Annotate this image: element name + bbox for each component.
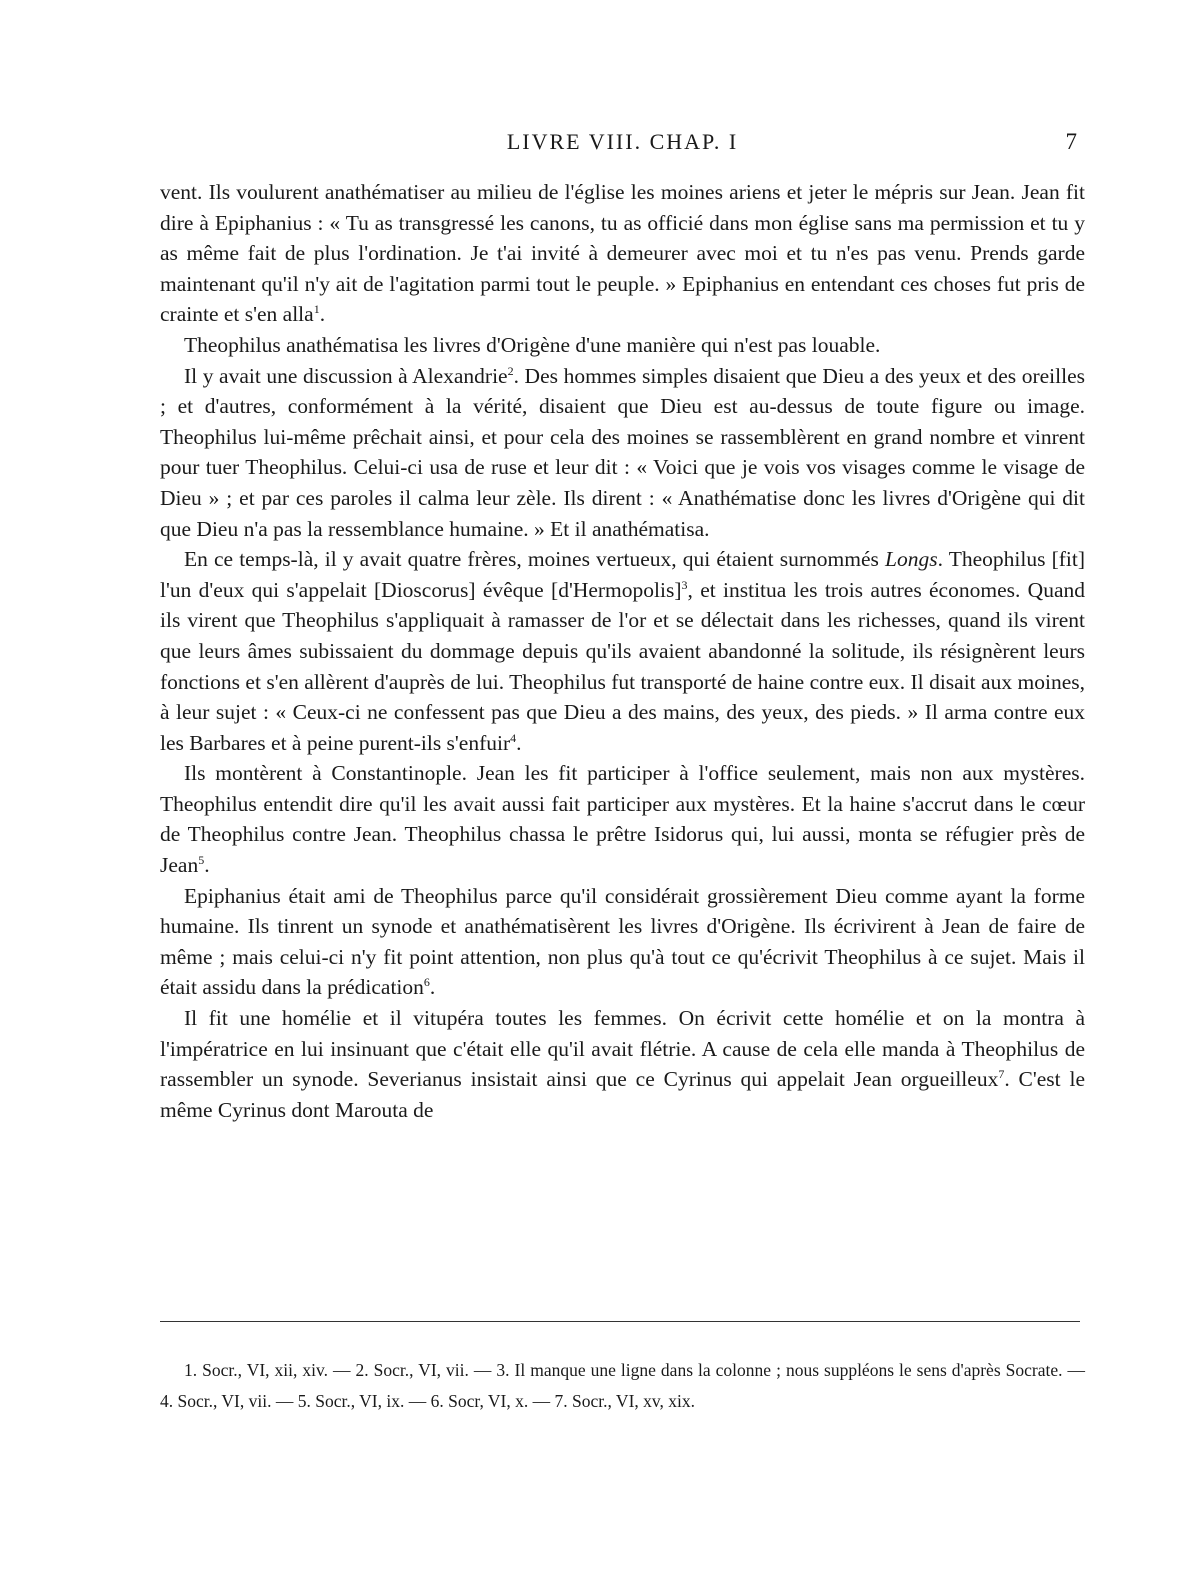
paragraph-7: Il fit une homélie et il vitupéra toutes les femmes. On écrivit cette homélie et on la montra à l'impératrice en lui insinuant que c'était elle qu'il avait flétrie. A cause de cela elle manda à Theophilus de rassembler un synode. Severianus insistait ainsi que ce Cyrinus qui appelait Jean orgueilleux$^7$. C'est le même Cyrinus dont Marouta de [160,1006,1085,1122]
footnote-ref-1: 1 [313,302,320,317]
footnote-ref-7: 7 [998,1067,1005,1082]
paragraph-3: Il y avait une discussion à Alexandrie$^2$. Des hommes simples disaient que Dieu a des yeux et des oreilles ; et d'autres, conformément à la vérité, disaient que Dieu est au-dessus de toute figure ou image. Theophilus lui-même prêchait ainsi, et pour cela des moines se rassemblèrent en grand nombre et vinrent pour tuer Theophilus. Celui-ci usa de ruse et leur dit : « Voici que je vois vos visages comme le visage de Dieu » ; et par ces paroles il calma leur zèle. Ils dirent : « Anathématise donc les livres d'Origène qui dit que Dieu n'a pas la ressemblance humaine. » Et il anathématisa. [160,363,1085,541]
footnote-ref-2: 2 [507,363,514,378]
running-title: LIVRE VIII. CHAP. I [506,129,739,154]
italic-longs: Longs [885,547,938,572]
paragraph-1: vent. Ils voulurent anathématiser au milieu de l'église les moines ariens et jeter le mépris sur Jean. Jean fit dire à Epiphanius : « Tu as transgressé les canons, tu as officié dans mon église sans ma permission et tu y as même fait de plus l'ordination. Je t'ai invité à demeurer avec moi et tu n'es pas venu. Prends garde maintenant qu'il n'y ait de l'agitation parmi tout le peuple. » Epiphanius en entendant ces choses fut pris de crainte et s'en alla$^1$. [160,180,1085,327]
footnote-ref-3: 3 [681,577,688,592]
paragraph-6: Epiphanius était ami de Theophilus parce qu'il considérait grossièrement Dieu comme ayant la forme humaine. Ils tinrent un synode et anathématisèrent les livres d'Origène. Ils écrivirent à Jean de faire de même ; mais celui-ci n'y fit point attention, non plus qu'à tout ce qu'écrivit Theophilus à ce sujet. Mais il était assidu dans la prédication$^6$. [160,883,1085,1000]
footnote-divider [160,1321,1080,1322]
paragraph-2: Theophilus anathématisa les livres d'Origène d'une manière qui n'est pas louable. [184,332,881,357]
footnote-ref-4: 4 [510,730,517,745]
paragraph-5: Ils montèrent à Constantinople. Jean les fit participer à l'office seulement, mais non aux mystères. Theophilus entendit dire qu'il les avait aussi fait participer aux mystères. Et la haine s'accrut dans le cœur de Theophilus contre Jean. Theophilus chassa le prêtre Isidorus qui, lui aussi, monta se réfugier près de Jean$^5$. [160,761,1085,878]
footnote-ref-6: 6 [423,975,430,990]
paragraph-4: En ce temps-là, il y avait quatre frères, moines vertueux, qui étaient surnommés Longs. Theophilus [fit] l'un d'eux qui s'appelait [Dioscorus] évêque [d'Hermopolis]$^3$, et institua les trois autres économes. Quand ils virent que Theophilus s'appliquait à ramasser de l'or et se délectait dans les richesses, quand ils virent que leurs âmes subissaient du dommage depuis qu'ils avaient abandonné la solitude, ils résignèrent leurs fonctions et s'en allèrent d'auprès de lui. Theophilus fut transporté de haine contre eux. Il disait aux moines, à leur sujet : « Ceux-ci ne confessent pas que Dieu a des mains, des yeux, des pieds. » Il arma contre eux les Barbares et à peine purent-ils s'enfuir$^4$. [160,547,1085,755]
main-text [160,177,1085,1125]
footnotes: 1. Socr., VI, xii, xiv. — 2. Socr., VI, vii. — 3. Il manque une ligne dans la colonne ; nous suppléons le sens d'après Socrate. — 4. Socr., VI, vii. — 5. Socr., VI, ix. — 6. Socr, VI, x. — 7. Socr., VI, xv, xix. [160,1360,1085,1411]
page-number: 7 [1065,129,1077,154]
footnote-ref-5: 5 [198,853,205,868]
running-head [160,129,1085,159]
